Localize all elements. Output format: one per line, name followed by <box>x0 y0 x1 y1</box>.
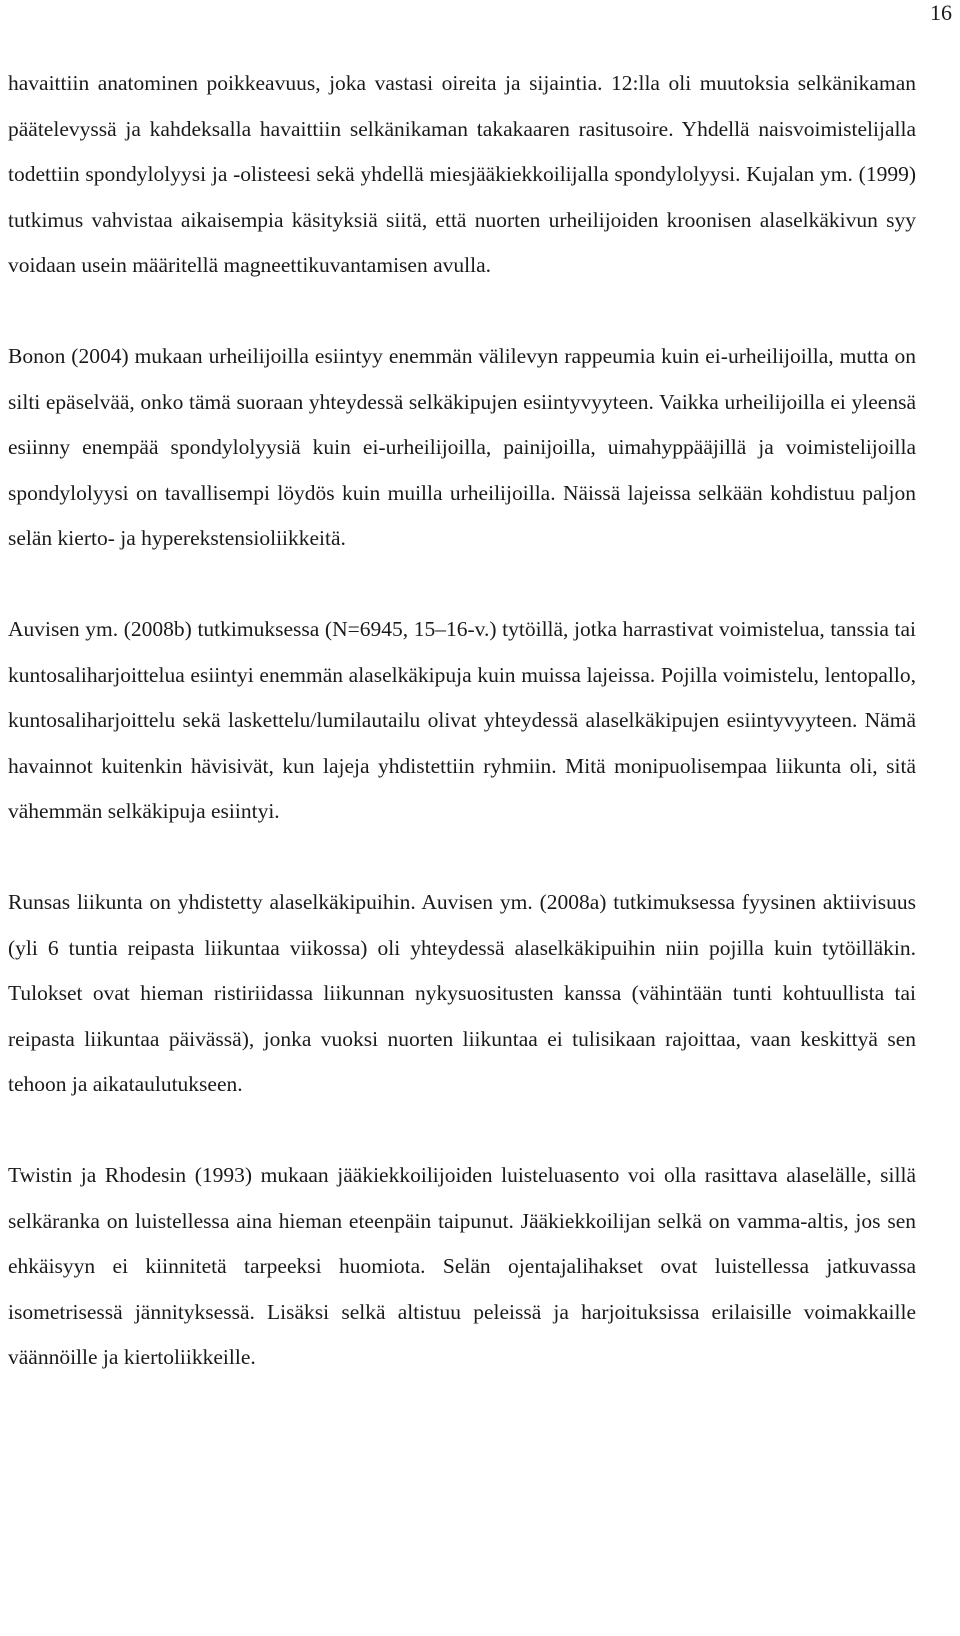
paragraph-auvinen-2008b: Auvisen ym. (2008b) tutkimuksessa (N=6945, 15–16-v.) tytöillä, jotka harrastivat voimistelua, tanssia tai kuntosaliharjoittelua esiintyi enemmän alaselkäkipuja kuin muissa lajeissa. Pojilla voimistelu, lentopallo, kuntosaliharjoittelu sekä laskettelu/lumilautailu olivat yhteydessä alaselkäkipujen esiintyvyyteen. Nämä havainnot kuitenkin hävisivät, kun lajeja yhdistettiin ryhmiin. Mitä monipuolisempaa liikunta oli, sitä vähemmän selkäkipuja esiintyi. <box>8 617 916 823</box>
page-number: 16 <box>930 0 952 25</box>
paragraph-anatomical-findings: havaittiin anatominen poikkeavuus, joka vastasi oireita ja sijaintia. 12:lla oli muutoksia selkänikaman päätelevyssä ja kahdeksalla havaittiin selkänikaman takakaaren rasitusoire. Yhdellä naisvoimistelijalla todettiin spondylolyysi ja -olisteesi sekä yhdellä miesjääkiekkoilijalla spondylolyysi. Kujalan ym. (1999) tutkimus vahvistaa aikaisempia käsityksiä siitä, että nuorten urheilijoiden kroonisen alaselkäkivun syy voidaan usein määritellä magneettikuvantamisen avulla. <box>8 71 916 277</box>
paragraph-bono-2004: Bonon (2004) mukaan urheilijoilla esiintyy enemmän välilevyn rappeumia kuin ei-urheilijoilla, mutta on silti epäselvää, onko tämä suoraan yhteydessä selkäkipujen esiintyvyyteen. Vaikka urheilijoilla ei yleensä esiinny enempää spondylolyysiä kuin ei-urheilijoilla, painijoilla, uimahyppääjillä ja voimistelijoilla spondylolyysi on tavallisempi löydös kuin muilla urheilijoilla. Näissä lajeissa selkään kohdistuu paljon selän kierto- ja hyperekstensioliikkeitä. <box>8 344 916 550</box>
paragraph-gap <box>8 289 916 335</box>
paragraph-gap <box>8 562 916 608</box>
paragraph-gap <box>8 835 916 881</box>
document-body <box>8 61 916 1381</box>
paragraph-gap <box>8 1108 916 1154</box>
paragraph-auvinen-2008a: Runsas liikunta on yhdistetty alaselkäkipuihin. Auvisen ym. (2008a) tutkimuksessa fyysinen aktiivisuus (yli 6 tuntia reipasta liikuntaa viikossa) oli yhteydessä alaselkäkipuihin niin pojilla kuin tytöilläkin. Tulokset ovat hieman ristiriidassa liikunnan nykysuositusten kanssa (vähintään tunti kohtuullista tai reipasta liikuntaa päivässä), jonka vuoksi nuorten liikuntaa ei tulisikaan rajoittaa, vaan keskittyä sen tehoon ja aikataulutukseen. <box>8 890 916 1096</box>
paragraph-twist-rhodes-1993: Twistin ja Rhodesin (1993) mukaan jääkiekkoilijoiden luisteluasento voi olla rasittava alaselälle, sillä selkäranka on luistellessa aina hieman eteenpäin taipunut. Jääkiekkoilijan selkä on vamma-altis, jos sen ehkäisyyn ei kiinnitetä tarpeeksi huomiota. Selän ojentajalihakset ovat luistellessa jatkuvassa isometrisessä jännityksessä. Lisäksi selkä altistuu peleissä ja harjoituksissa erilaisille voimakkaille väännöille ja kiertoliikkeille. <box>8 1163 916 1369</box>
